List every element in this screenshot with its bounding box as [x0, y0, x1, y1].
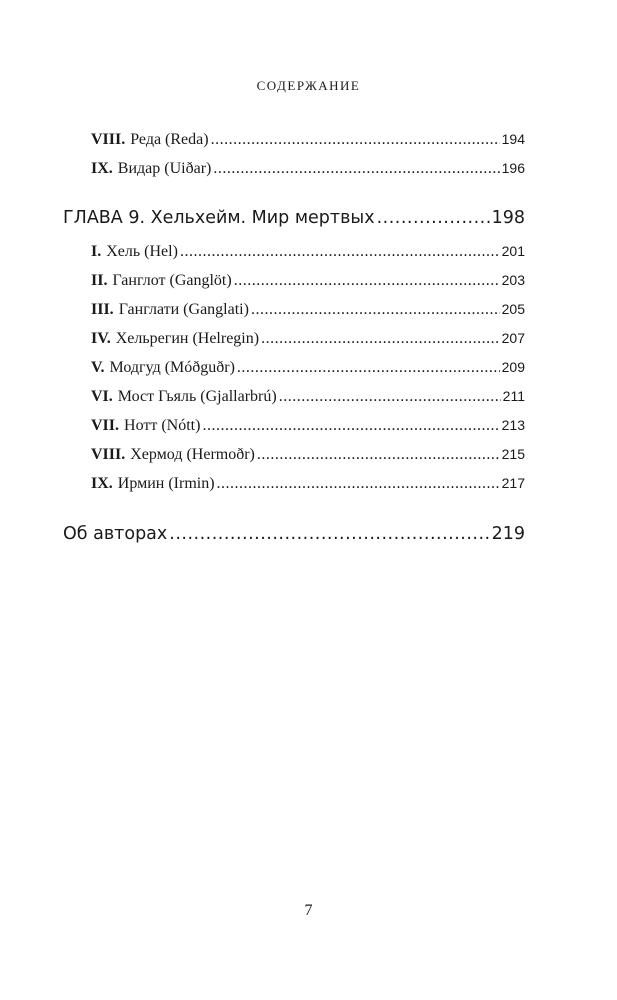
- toc-leader-dots: [169, 524, 489, 544]
- toc-chapter-9: [63, 208, 525, 228]
- toc-entry-title: Ганглати (Ganglati): [118, 301, 249, 318]
- toc-entry-number: III.: [91, 301, 114, 318]
- toc-leader-dots: [180, 243, 500, 261]
- toc-entry-number: VI.: [91, 388, 113, 405]
- toc-entry-title: Мост Гьяль (Gjallarbrú): [117, 388, 277, 405]
- toc-entry-title: Ганглот (Ganglöt): [112, 272, 232, 289]
- toc-leader-dots: [202, 417, 499, 435]
- toc-entry-title: Видар (Uiðar): [117, 160, 212, 177]
- toc-entry-gjallarbru: [91, 388, 525, 406]
- toc-entry-title: Хель (Hel): [106, 243, 178, 260]
- toc-entry-page: 209: [501, 359, 525, 375]
- toc-leader-dots: [213, 160, 499, 178]
- toc-entry-number: I.: [91, 243, 102, 260]
- toc-entry-hel: [91, 243, 525, 261]
- toc-authors-page: 219: [491, 524, 525, 544]
- toc-leader-dots: [234, 272, 500, 290]
- page-header-title: СОДЕРЖАНИЕ: [256, 78, 361, 93]
- toc-leader-dots: [211, 131, 500, 149]
- toc-entry-page: 205: [501, 301, 525, 317]
- toc-entry-page: 201: [501, 243, 525, 259]
- toc-entry-number: II.: [91, 272, 108, 289]
- toc-chapter-title: ГЛАВА 9. Хельхейм. Мир мертвых: [63, 208, 375, 228]
- toc-entry-hermod: [91, 446, 525, 464]
- toc-leader-dots: [251, 301, 500, 319]
- toc-entry-page: 215: [501, 446, 525, 462]
- toc-entry-number: VII.: [91, 417, 120, 434]
- toc-entry-modgud: [91, 359, 525, 377]
- toc-entry-number: VIII.: [91, 446, 126, 463]
- toc-leader-dots: [261, 330, 500, 348]
- toc-entry-page: 211: [502, 388, 525, 404]
- toc-entry-title: Модгуд (Móðguðr): [109, 359, 235, 376]
- toc-entry-title: Реда (Reda): [130, 131, 209, 148]
- page-number: 7: [304, 902, 313, 919]
- toc-entry-number: IX.: [91, 160, 113, 177]
- toc-leader-dots: [279, 388, 501, 406]
- toc-entry-page: 196: [501, 160, 525, 176]
- toc-entry-ganglati: [91, 301, 525, 319]
- toc-leader-dots: [377, 208, 490, 228]
- toc-entry-page: 213: [501, 417, 525, 433]
- toc-entry-title: Ирмин (Irmin): [117, 475, 215, 492]
- toc-entry-reda: [91, 131, 525, 149]
- toc-authors: [63, 524, 525, 544]
- toc-entry-title: Нотт (Nótt): [124, 417, 201, 434]
- toc-entry-title: Хермод (Hermoðr): [130, 446, 255, 463]
- toc-entry-page: 203: [501, 272, 525, 288]
- toc-authors-title: Об авторах: [63, 524, 168, 544]
- toc-entry-number: IV.: [91, 330, 111, 347]
- toc-entry-ganglot: [91, 272, 525, 290]
- toc-entry-helregin: [91, 330, 525, 348]
- toc-entry-title: Хельрегин (Helregin): [115, 330, 260, 347]
- toc-leader-dots: [237, 359, 500, 377]
- toc-entry-number: IX.: [91, 475, 113, 492]
- toc-entry-number: VIII.: [91, 131, 126, 148]
- toc-leader-dots: [217, 475, 500, 493]
- toc-entry-page: 217: [501, 475, 525, 491]
- toc-entry-vidar: [91, 160, 525, 178]
- toc-entry-irmin: [91, 475, 525, 493]
- toc-entry-page: 194: [501, 131, 525, 147]
- toc-chapter-page: 198: [491, 208, 525, 228]
- toc-entry-page: 207: [501, 330, 525, 346]
- toc-entry-number: V.: [91, 359, 105, 376]
- toc-leader-dots: [257, 446, 500, 464]
- toc-entry-nott: [91, 417, 525, 435]
